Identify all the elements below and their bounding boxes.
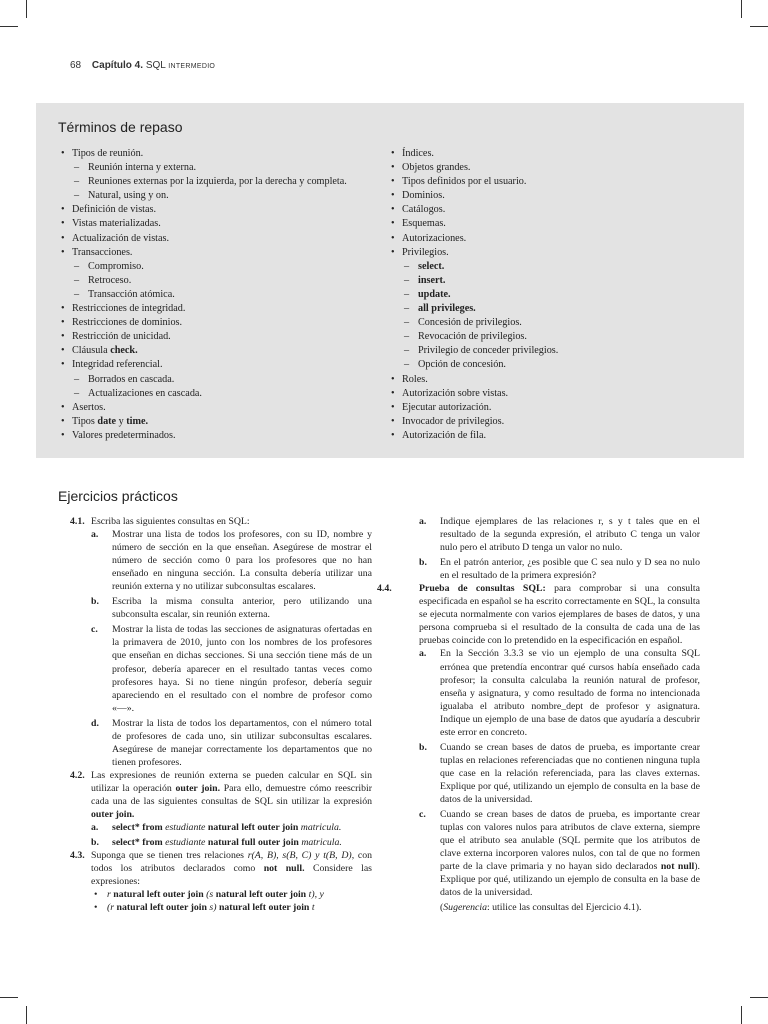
- page-number: 68: [70, 60, 82, 71]
- term-text: Borrados en cascada.: [88, 373, 175, 385]
- review-term: [388, 302, 718, 316]
- term-text: Invocador de privilegios.: [402, 415, 505, 427]
- review-term: [58, 401, 398, 415]
- review-term: [58, 387, 398, 401]
- term-text: Tipos definidos por el usuario.: [402, 176, 527, 188]
- review-term: [58, 330, 398, 344]
- term-text: Privilegios.: [402, 246, 449, 258]
- term-text: Opción de concesión.: [418, 359, 506, 371]
- review-title: Términos de repaso: [58, 119, 183, 135]
- item-text: Mostrar una lista de todos los profesores, con su ID, nombre y número de sección en la que enseñan. Asegúrese de mostrar el número de sección como 0 para los profesores que no han enseñado en ninguna sección. La consulta debería utilizar una reunión externa y no utilizar subconsultas escalares.: [112, 529, 372, 593]
- exercise-4-4-parts: [398, 647, 700, 914]
- relation-name: t: [311, 902, 315, 914]
- review-term: [388, 288, 718, 302]
- chapter-title: SQL: [145, 60, 166, 71]
- relation-name: (r: [107, 902, 115, 914]
- review-right-column: [388, 147, 718, 443]
- chapter-label: Capítulo 4.: [91, 60, 144, 71]
- review-term: [388, 147, 718, 161]
- crop-mark: [750, 26, 768, 27]
- exercises-right-column: [377, 515, 700, 914]
- item-label: c.: [419, 809, 426, 821]
- exercise-number: 4.1.: [70, 516, 85, 527]
- keyword: outer join.: [91, 809, 135, 821]
- keyword: not null: [660, 861, 695, 873]
- term-text: Natural, using y on.: [88, 190, 169, 202]
- term-text: Reuniones externas por la izquierda, por la derecha y completa.: [88, 176, 347, 188]
- item-label: b.: [419, 557, 427, 569]
- term-text: Ejecutar autorización.: [402, 401, 492, 413]
- exercise-4-1-parts: [70, 528, 372, 769]
- term-text: y: [116, 415, 127, 427]
- term-text: Restricciones de integridad.: [72, 303, 186, 315]
- term-keyword: select.: [418, 260, 445, 272]
- item-label: a.: [419, 648, 427, 660]
- review-term: [388, 330, 718, 344]
- review-term: [58, 232, 398, 246]
- term-text: Concesión de privilegios.: [418, 317, 522, 329]
- term-text: Valores predeterminados.: [72, 429, 176, 441]
- review-terms-box: [36, 103, 744, 458]
- relation-name: s): [209, 902, 217, 914]
- review-term: [388, 316, 718, 330]
- term-text: Integridad referencial.: [72, 359, 163, 371]
- item-label: b.: [91, 596, 99, 608]
- exercise-item: [419, 515, 700, 554]
- keyword: natural left outer join: [113, 889, 204, 901]
- term-keyword: time.: [126, 415, 149, 427]
- item-label: d.: [91, 717, 99, 729]
- item-text: En el patrón anterior, ¿es posible que C sea nulo y D sea no nulo en el resultado de la primera expresión?: [440, 557, 700, 582]
- exercise-4-2: [70, 769, 372, 821]
- review-term: [58, 189, 398, 203]
- term-text: Compromiso.: [88, 260, 144, 272]
- exercise-number: 4.3.: [70, 850, 85, 862]
- term-text: Actualización de vistas.: [72, 232, 170, 244]
- exercise-text: Considere las expresiones:: [91, 863, 372, 888]
- review-term: [388, 217, 718, 231]
- term-text: Autorizaciones.: [402, 232, 467, 244]
- term-text: Catálogos.: [402, 204, 446, 216]
- review-term: [388, 373, 718, 387]
- review-term: [58, 246, 398, 260]
- item-text: Mostrar la lista de todas las secciones de asignaturas ofertadas en la primavera de 2010, junto con los nombres de los profesores que enseñan en dichas secciones. Si una sección tiene más de un profesor, debería aparecer en el resultado tantas veces como profesores haya. Si no tiene ningún profesor, debería seguir apareciendo en el resultado con el nombre de profesor como «—».: [112, 624, 372, 714]
- exercise-number: 4.2.: [70, 769, 85, 781]
- term-text: Actualizaciones en cascada.: [88, 387, 202, 399]
- exercise-item: [91, 528, 372, 593]
- term-text: Vistas materializadas.: [72, 218, 161, 230]
- hint: (Sugerencia: utilice las consultas del Ejercicio 4.1).: [440, 902, 642, 914]
- hint-text: : utilice las consultas del Ejercicio 4.1).: [486, 902, 642, 914]
- keyword: select* from: [112, 837, 163, 849]
- item-text: Cuando se crean bases de datos de prueba, es importante crear tuplas con valores nulos para atributos de clave externa, siempre que el atributo sea anulable (SQL permite que los atributos de clave externa incorporen valores nulos, con tal de que no formen parte de la clave primaria y no hayan sido declarados: [440, 809, 700, 873]
- review-term: [388, 344, 718, 358]
- item-label: b.: [419, 741, 427, 753]
- exercise-heading: Prueba de consultas SQL:: [419, 583, 546, 595]
- keyword: not null.: [263, 863, 305, 875]
- review-term: [58, 316, 398, 330]
- term-text: Cláusula: [72, 345, 111, 357]
- item-text: Mostrar la lista de todos los departamentos, con el número total de profesores de cada uno, sin utilizar subconsultas escalares. Asegúrese de manejar correctamente los departamentos que no tienen profesores.: [112, 717, 372, 768]
- keyword: natural left outer join: [116, 902, 207, 914]
- term-keyword: check.: [110, 345, 138, 357]
- review-term: [58, 260, 398, 274]
- chapter-subtitle: INTERMEDIO: [168, 63, 216, 70]
- relation-name: estudiante: [165, 822, 206, 834]
- crop-mark: [741, 1006, 742, 1024]
- review-term: [58, 274, 398, 288]
- term-text: Restricción de unicidad.: [72, 331, 171, 343]
- term-text: Tipos: [72, 415, 98, 427]
- term-text: Objetos grandes.: [402, 162, 471, 174]
- item-text: Cuando se crean bases de datos de prueba, es importante crear tuplas en relaciones referenciadas que no contienen ninguna tupla que case en la relación referenciada, para las claves externas. Explique por qué, utilizando un ejemplo de consulta en la base de datos de la universidad.: [440, 741, 700, 805]
- term-keyword: update.: [418, 288, 451, 300]
- review-term: [388, 161, 718, 175]
- exercise-item: [91, 717, 372, 769]
- review-term: [388, 232, 718, 246]
- term-text: Restricciones de dominios.: [72, 317, 183, 329]
- crop-mark: [0, 997, 18, 998]
- relation-name: r: [107, 889, 111, 901]
- review-term: [58, 429, 398, 443]
- term-text: Privilegio de conceder privilegios.: [418, 345, 559, 357]
- item-label: a.: [419, 516, 427, 527]
- review-term: [388, 175, 718, 189]
- review-term: [388, 358, 718, 372]
- term-text: Dominios.: [402, 190, 445, 202]
- exercise-item: [419, 647, 700, 738]
- relation-name: estudiante: [165, 837, 206, 849]
- exercise-4-4: [377, 582, 700, 647]
- term-text: Autorización sobre vistas.: [402, 387, 509, 399]
- term-text: Reunión interna y externa.: [88, 162, 197, 174]
- review-term: [58, 373, 398, 387]
- relation-name: matricula.: [300, 822, 342, 834]
- exercise-text: Escriba las siguientes consultas en SQL:: [91, 516, 250, 527]
- term-text: Autorización de fila.: [402, 429, 487, 441]
- keyword: outer join.: [175, 782, 221, 794]
- term-keyword: date: [97, 415, 117, 427]
- exercise-item: [419, 556, 700, 582]
- exercise-item: [91, 595, 372, 621]
- crop-mark: [26, 1006, 27, 1024]
- relations: r(A, B), s(B, C) y t(B, D): [247, 850, 352, 862]
- exercise-4-3-parts: [398, 515, 700, 582]
- keyword: select* from: [112, 822, 163, 834]
- keyword: natural left outer join: [218, 902, 310, 914]
- review-term: [388, 246, 718, 260]
- review-term: [388, 401, 718, 415]
- review-term: [388, 387, 718, 401]
- exercise-text: para comprobar si una consulta especificada en español se ha escrito correctamente en SQL, la consulta se ejecuta normalmente con varios ejemplares de bases de datos, y una persona comprueba si el resultado de la consulta de cada una de las pruebas coincide con lo pretendido en la especificación en español.: [419, 583, 700, 647]
- review-left-column: [58, 147, 398, 443]
- term-text: Tipos de reunión.: [72, 148, 144, 159]
- exercise-4-3: [70, 849, 372, 888]
- crop-mark: [0, 26, 18, 27]
- review-term: [58, 344, 398, 358]
- term-text: Revocación de privilegios.: [418, 331, 527, 343]
- exercise-4-2-parts: [70, 821, 372, 849]
- review-term: [388, 189, 718, 203]
- review-term: [388, 429, 718, 443]
- expression-item: [91, 888, 372, 901]
- keyword: natural full outer join: [207, 837, 299, 849]
- relation-name: (s: [206, 889, 214, 901]
- exercise-text: Las expresiones de reunión externa se pueden calcular en SQL sin utilizar la operación: [91, 769, 372, 794]
- review-term: [388, 260, 718, 274]
- exercise-text: Para ello, demuestre cómo reescribir cada una de las siguientes consultas de SQL sin utilizar la expresión: [91, 782, 372, 807]
- exercise-item: [91, 836, 372, 849]
- crop-mark: [741, 0, 742, 18]
- item-text: ). Explique por qué, utilizando un ejemplo de consulta en la base de datos de la universidad.: [440, 861, 700, 899]
- crop-mark: [26, 0, 27, 18]
- review-term: [58, 217, 398, 231]
- review-term: [388, 274, 718, 288]
- exercise-4-3-expressions: [70, 888, 372, 914]
- item-text: En la Sección 3.3.3 se vio un ejemplo de una consulta SQL errónea que pretendía encontrar qué cursos había enseñado cada profesor; la consulta calculaba la reunión natural de profesor, enseña y asignatura, y como resultado de forma no intencionada igualaba el atributo nombre_dept de profesor y asignatura. Indique un ejemplo de una base de datos que ayudaría a descubrir este error en concreto.: [440, 648, 700, 738]
- term-text: Índices.: [402, 148, 434, 159]
- term-text: Retroceso.: [88, 274, 132, 286]
- term-keyword: insert.: [418, 274, 446, 286]
- exercise-item: [91, 821, 372, 834]
- exercise-number: 4.4.: [377, 583, 392, 595]
- item-text: Indique ejemplares de las relaciones r, s y t tales que en el resultado de la segunda expresión, el atributo C tenga un valor nulo pero el atributo D tenga un valor no nulo.: [440, 516, 700, 554]
- term-text: Esquemas.: [402, 218, 446, 230]
- term-text: Roles.: [402, 373, 428, 385]
- running-header: [70, 60, 215, 71]
- item-text: Escriba la misma consulta anterior, pero utilizando una subconsulta escalar, sin reunión externa.: [112, 596, 372, 621]
- exercise-4-1: [70, 515, 372, 528]
- exercise-item: [419, 808, 700, 899]
- review-term: [388, 203, 718, 217]
- exercises-left-column: [70, 515, 372, 914]
- relation-name: matricula.: [301, 837, 342, 849]
- item-label: c.: [91, 624, 98, 636]
- review-term: [58, 161, 398, 175]
- hint-label: Sugerencia: [443, 902, 487, 914]
- exercise-text: , con todos los atributos declarados como: [91, 850, 373, 875]
- term-text: Transacción atómica.: [88, 288, 175, 300]
- expression-item: [91, 901, 372, 914]
- term-text: Definición de vistas.: [72, 204, 157, 216]
- review-term: [58, 288, 398, 302]
- review-term: [58, 358, 398, 372]
- crop-mark: [750, 997, 768, 998]
- exercises-title: Ejercicios prácticos: [58, 488, 178, 504]
- item-label: a.: [91, 529, 99, 541]
- review-term: [58, 302, 398, 316]
- term-text: Transacciones.: [72, 246, 133, 258]
- exercise-text: Suponga que se tienen tres relaciones: [91, 850, 248, 862]
- review-term: [58, 415, 398, 429]
- relation-name: t), y: [308, 889, 324, 901]
- item-label: b.: [91, 837, 99, 849]
- item-label: a.: [91, 822, 99, 834]
- review-term: [58, 203, 398, 217]
- keyword: natural left outer join: [215, 889, 307, 901]
- term-text: Asertos.: [72, 401, 106, 413]
- review-term: [58, 175, 398, 189]
- term-keyword: all privileges.: [418, 303, 476, 315]
- exercise-item: [91, 623, 372, 714]
- review-term: [388, 415, 718, 429]
- keyword: natural left outer join: [207, 822, 299, 834]
- review-term: [58, 147, 398, 161]
- exercise-item: [419, 741, 700, 806]
